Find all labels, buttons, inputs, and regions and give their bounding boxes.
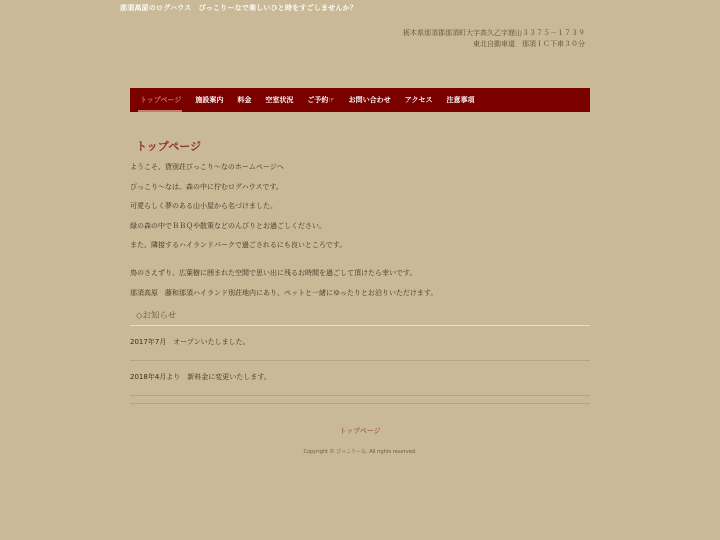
news-divider <box>130 360 590 361</box>
address-block <box>403 28 585 50</box>
intro-paragraph: また、隣接するハイランドパークで過ごされるにも良いところです。 <box>130 241 347 250</box>
intro-paragraph: 緑の森の中でＢＢＱや散策などのんびりとお過ごしください。 <box>130 221 326 230</box>
news-item: 2017年7月 オープンいたしました。 <box>130 337 250 346</box>
nav-item-contact[interactable]: お問い合わせ <box>348 96 391 104</box>
nav-item-top[interactable]: トップページ <box>130 88 188 112</box>
intro-paragraph: 可愛らしく夢のある山小屋から名づけました。 <box>130 202 277 211</box>
nav-item-availability[interactable]: 空室状況 <box>265 96 294 104</box>
nav-item-facilities[interactable]: 施設案内 <box>195 96 224 104</box>
news-item: 2018年4月より 新料金に変更いたします。 <box>130 372 271 381</box>
news-heading: ◇お知らせ <box>136 310 177 321</box>
footer-top-link[interactable]: トップページ <box>339 427 381 435</box>
intro-paragraph: ようこそ、貸別荘びっこり～なのホームページへ <box>130 163 284 171</box>
nav-item-access[interactable]: アクセス <box>404 96 433 104</box>
news-divider <box>130 395 590 396</box>
intro-paragraph: 鳥のさえずり、広葉樹に囲まれた空間で思い出に残るお時間を過ごして頂けたら幸いです。 <box>130 269 417 278</box>
page-title: トップページ <box>136 140 202 153</box>
address-line: 栃木県那須郡那須町大字高久乙字遅山３３７５－１７３９ <box>403 29 585 37</box>
nav-item-pricing[interactable]: 料金 <box>237 96 252 104</box>
nav-item-notes[interactable]: 注意事項 <box>446 96 475 104</box>
access-line: 東北自動車道 那須ＩＣ下車３０分 <box>473 40 585 48</box>
copyright: Copyright © びっこりーな. All rights reserved. <box>303 449 417 455</box>
intro-paragraph: 那須高原 藤和那須ハイランド別荘地内にあり、ペットと一緒にゆったりとお泊りいただけます。 <box>130 288 438 297</box>
nav-item-reservation[interactable]: ご予約☞ <box>307 96 335 104</box>
main-nav <box>130 88 590 112</box>
intro-paragraph: びっこり～なは、森の中に佇むログハウスです。 <box>130 182 283 191</box>
news-divider <box>130 325 590 326</box>
main-content <box>130 130 590 396</box>
site-tagline: 那須高原のログハウス びっこりーなで楽しいひと時をすごしませんか？ <box>120 4 357 12</box>
footer-divider <box>130 403 590 404</box>
